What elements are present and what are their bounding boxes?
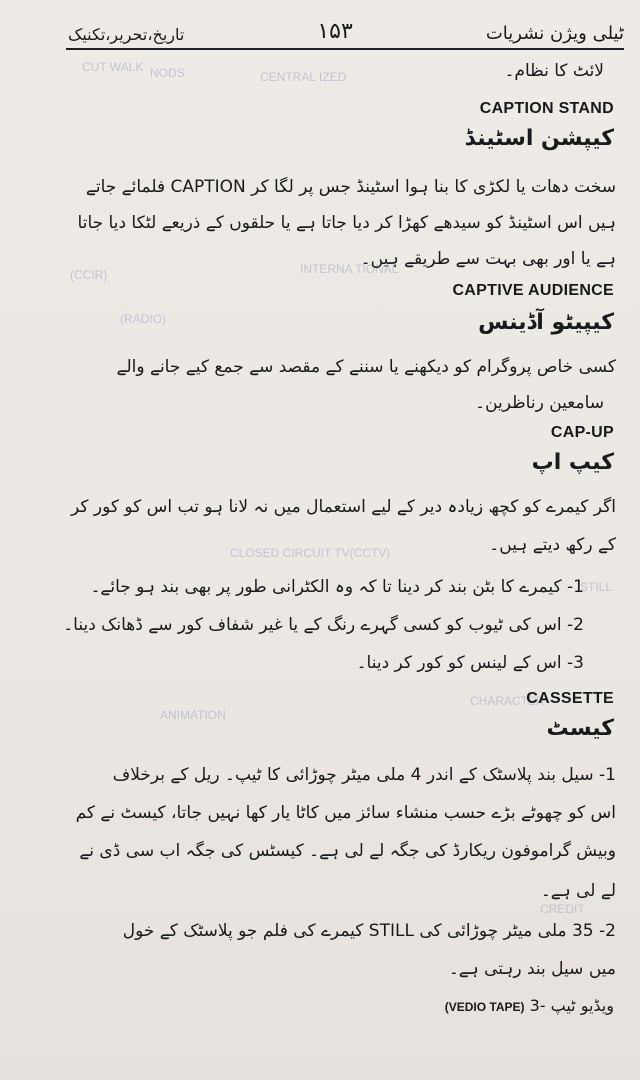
bleed-text-10: CHARACTER: [470, 694, 545, 708]
entry-term-caption-stand: CAPTION STAND: [479, 100, 614, 117]
video-tape-label: 3- ویڈیو ٹیپ: [529, 996, 614, 1015]
bleed-text-1: CUT WALK: [82, 60, 144, 74]
header-subtitle: تاریخ،تحریر،تکنیک: [68, 25, 185, 44]
entry-heading-caption-stand: کیپشن اسٹینڈ: [464, 126, 614, 151]
entry-line: اگر کیمرے کو کچھ زیادہ دیر کے لیے استعمال میں نہ لانا ہو تب اس کو کور کر: [70, 497, 616, 517]
bleed-text-8: STILL: [580, 580, 613, 594]
running-header: [68, 14, 624, 44]
bleed-text-3: CENTRAL IZED: [260, 70, 347, 84]
book-title: ٹیلی ویژن نشریات: [485, 23, 624, 44]
entry-term-cap-up: CAP-UP: [550, 424, 614, 441]
page-number: ۱۵۳: [317, 19, 353, 44]
entry-heading-cap-up: کیپ اپ: [531, 450, 614, 475]
bleed-text-6: (RADIO): [120, 312, 166, 326]
entry-heading-cassette: کیسٹ: [546, 716, 614, 741]
header-rule: [66, 48, 624, 50]
entry-line: کسی خاص پروگرام کو دیکھنے یا سننے کے مقصد سے جمع کیے جانے والے: [116, 357, 616, 377]
bleed-text-4: (CCIR): [70, 268, 108, 282]
entry-line: میں سیل بند رہتی ہے۔: [448, 959, 616, 979]
entry-line: لے لی ہے۔: [540, 881, 616, 901]
bleed-text-7: CLOSED CIRCUIT TV(CCTV): [230, 546, 391, 560]
entry-line: کے رکھ دیتے ہیں۔: [489, 535, 616, 555]
bleed-text-9: ANIMATION: [160, 708, 226, 722]
entry-line: سخت دھات یا لکڑی کا بنا ہوا اسٹینڈ جس پر لگا کر CAPTION فلمائے جاتے: [85, 177, 616, 197]
entry-line: ہے یا اور بھی بہت سے طریقے ہیں۔: [360, 249, 616, 269]
entry-term-captive-audience: CAPTIVE AUDIENCE: [452, 282, 614, 299]
entry-heading-captive-audience: کیپیٹو آڈینس: [478, 310, 614, 335]
entry-line: 1- کیمرے کا بٹن بند کر دینا تا کہ وہ الکٹرانی طور پر بھی بند ہو جائے۔: [90, 577, 584, 597]
entry-line: اس کو چھوٹے بڑے حسب منشاء سائز میں کاٹا یار کھا نہیں جاتا، کیسٹ نے کم: [75, 803, 616, 823]
bleed-text-5: INTERNA TIONAL: [300, 262, 399, 276]
entry-line: 2- اس کی ٹیوب کو کسی گہرے رنگ کے یا غیر شفاف کور سے ڈھانک دینا۔: [63, 615, 584, 635]
entry-line: وبیش گراموفون ریکارڈ کی جگہ لے لی ہے۔ کیسٹس کی جگہ اب سی ڈی نے: [79, 841, 616, 861]
video-tape-line: [445, 996, 614, 1015]
intro-line: لائٹ کا نظام۔: [504, 61, 604, 81]
entry-line: 3- اس کے لینس کو کور کر دینا۔: [356, 653, 584, 673]
entry-line: سامعین رناظرین۔: [475, 393, 604, 413]
entry-line: 2- 35 ملی میٹر چوڑائی کی STILL کیمرے کی فلم جو پلاسٹک کے خول: [122, 921, 616, 941]
entry-line: ہیں اس اسٹینڈ کو سیدھے کھڑا کر دیا جاتا ہے یا حلقوں کے ذریعے لٹکا دیا جاتا: [77, 213, 616, 233]
bleed-text-2: NODS: [150, 66, 185, 80]
bleed-text-11: CREDIT: [540, 902, 585, 916]
entry-term-cassette: CASSETTE: [526, 690, 614, 707]
entry-line: 1- سیل بند پلاسٹک کے اندر 4 ملی میٹر چوڑائی کا ٹیپ۔ ریل کے برخلاف: [112, 765, 616, 785]
video-tape-latin: (VEDIO TAPE): [444, 1000, 525, 1014]
